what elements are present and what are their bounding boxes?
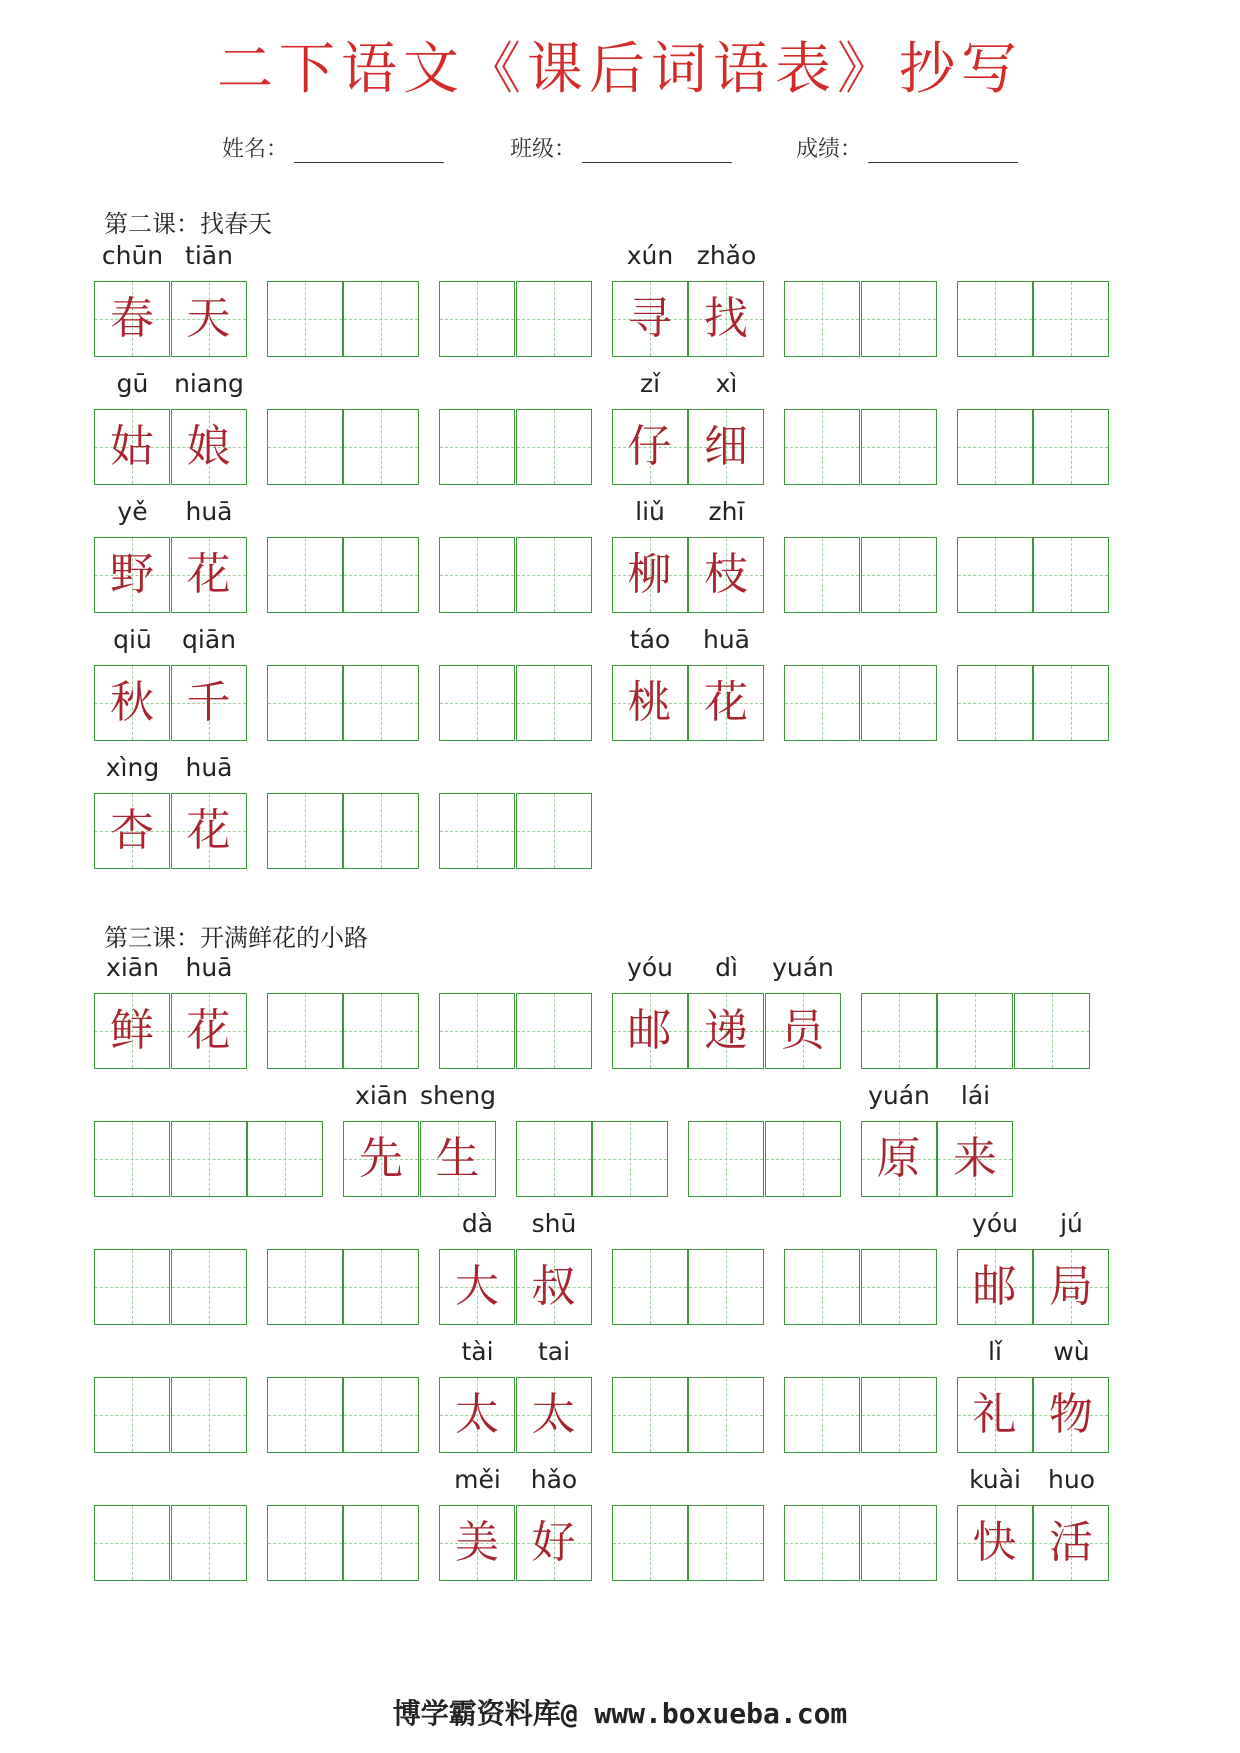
- hanzi-char: 太: [455, 1389, 499, 1440]
- guide-line: [613, 1543, 687, 1544]
- hanzi-char: 花: [186, 805, 231, 856]
- hanzi-char: 姑: [110, 421, 154, 472]
- practice-box[interactable]: [439, 665, 515, 741]
- practice-box[interactable]: [688, 1121, 764, 1197]
- model-char-box: [688, 665, 764, 741]
- guide-line: [517, 575, 591, 576]
- model-char-box: [688, 281, 764, 357]
- lesson-heading: 第二课：找春天: [104, 210, 272, 238]
- guide-line: [785, 575, 859, 576]
- practice-box[interactable]: [439, 281, 515, 357]
- model-char-box: [957, 1377, 1033, 1453]
- guide-line: [440, 575, 514, 576]
- model-char-box: [94, 665, 170, 741]
- practice-box[interactable]: [784, 281, 860, 357]
- pinyin-label: xiān: [355, 1081, 408, 1110]
- guide-line: [344, 1415, 418, 1416]
- practice-box[interactable]: [267, 409, 343, 485]
- guide-line: [1034, 703, 1108, 704]
- lesson-heading: 第三课：开满鲜花的小路: [104, 924, 368, 952]
- practice-box[interactable]: [784, 1505, 860, 1581]
- pinyin-label: dà: [461, 1209, 494, 1238]
- pinyin-label: lái: [960, 1081, 991, 1110]
- practice-box[interactable]: [688, 1249, 764, 1325]
- practice-box[interactable]: [516, 537, 592, 613]
- hanzi-char: 美: [455, 1517, 499, 1568]
- pinyin-label: chūn: [101, 241, 164, 270]
- guide-line: [958, 575, 1032, 576]
- score-field: [796, 132, 1018, 163]
- guide-line: [344, 447, 418, 448]
- hanzi-char: 来: [953, 1133, 997, 1184]
- practice-box[interactable]: [861, 537, 937, 613]
- pinyin-label: huā: [185, 953, 233, 982]
- guide-line: [440, 703, 514, 704]
- guide-line: [689, 1543, 763, 1544]
- practice-box[interactable]: [343, 665, 419, 741]
- model-char-box: [171, 793, 247, 869]
- guide-line: [268, 575, 342, 576]
- hanzi-char: 叔: [531, 1261, 576, 1312]
- model-char-box: [612, 409, 688, 485]
- hanzi-char: 花: [704, 677, 748, 728]
- pinyin-label: tai: [537, 1337, 571, 1366]
- model-char-box: [957, 1505, 1033, 1581]
- practice-box[interactable]: [861, 1505, 937, 1581]
- guide-line: [344, 319, 418, 320]
- practice-box[interactable]: [612, 1249, 688, 1325]
- pinyin-label: zhǎo: [696, 241, 757, 270]
- hanzi-char: 柳: [627, 549, 672, 600]
- practice-box[interactable]: [171, 1505, 247, 1581]
- footer-watermark: 博学霸资料库@ www.boxueba.com: [392, 1697, 848, 1730]
- practice-box[interactable]: [343, 1377, 419, 1453]
- model-char-box: [94, 409, 170, 485]
- pinyin-label: huā: [185, 753, 233, 782]
- practice-box[interactable]: [784, 409, 860, 485]
- practice-box[interactable]: [1033, 409, 1109, 485]
- guide-line: [938, 1031, 1012, 1032]
- model-char-box: [612, 665, 688, 741]
- model-char-box: [439, 1249, 515, 1325]
- practice-box[interactable]: [267, 281, 343, 357]
- pinyin-label: yóu: [972, 1209, 1018, 1238]
- name-label: 姓名：: [222, 137, 289, 162]
- hanzi-char: 物: [1049, 1389, 1093, 1440]
- pinyin-label: huo: [1048, 1465, 1095, 1494]
- practice-box[interactable]: [516, 793, 592, 869]
- guide-line: [785, 703, 859, 704]
- hanzi-char: 春: [110, 293, 154, 344]
- guide-line: [268, 1415, 342, 1416]
- pinyin-label: huā: [185, 497, 233, 526]
- model-char-box: [861, 1121, 937, 1197]
- guide-line: [1015, 1031, 1089, 1032]
- model-char-box: [420, 1121, 496, 1197]
- practice-box[interactable]: [343, 281, 419, 357]
- pinyin-label: yóu: [627, 953, 673, 982]
- guide-line: [593, 1159, 667, 1160]
- hanzi-char: 桃: [627, 677, 672, 728]
- guide-line: [785, 1415, 859, 1416]
- hanzi-char: 花: [186, 1005, 231, 1056]
- guide-line: [517, 1031, 591, 1032]
- guide-line: [95, 1543, 169, 1544]
- model-char-box: [765, 993, 841, 1069]
- guide-line: [517, 1159, 591, 1160]
- pinyin-label: táo: [629, 625, 671, 654]
- guide-line: [766, 1159, 840, 1160]
- hanzi-char: 员: [780, 1005, 825, 1056]
- model-char-box: [937, 1121, 1013, 1197]
- practice-box[interactable]: [439, 537, 515, 613]
- practice-box[interactable]: [861, 1377, 937, 1453]
- guide-line: [268, 447, 342, 448]
- pinyin-label: lǐ: [988, 1337, 1002, 1366]
- guide-line: [862, 1543, 936, 1544]
- pinyin-label: tài: [461, 1337, 494, 1366]
- guide-line: [268, 1031, 342, 1032]
- model-char-box: [94, 537, 170, 613]
- practice-box[interactable]: [957, 665, 1033, 741]
- guide-line: [268, 319, 342, 320]
- model-char-box: [516, 1377, 592, 1453]
- guide-line: [958, 447, 1032, 448]
- pinyin-label: yuán: [772, 953, 834, 982]
- practice-box[interactable]: [267, 1249, 343, 1325]
- practice-box[interactable]: [343, 1249, 419, 1325]
- guide-line: [862, 447, 936, 448]
- guide-line: [862, 319, 936, 320]
- guide-line: [268, 1287, 342, 1288]
- pinyin-label: gū: [116, 369, 149, 398]
- pinyin-label: niang: [174, 369, 244, 398]
- guide-line: [517, 447, 591, 448]
- practice-box[interactable]: [439, 793, 515, 869]
- practice-box[interactable]: [784, 1249, 860, 1325]
- guide-line: [862, 575, 936, 576]
- hanzi-char: 枝: [704, 549, 748, 600]
- practice-box[interactable]: [861, 665, 937, 741]
- name-blank-line[interactable]: [294, 140, 444, 163]
- class-label: 班级：: [510, 137, 577, 162]
- guide-line: [1034, 319, 1108, 320]
- practice-box[interactable]: [957, 409, 1033, 485]
- practice-box[interactable]: [343, 1505, 419, 1581]
- pinyin-label: hǎo: [530, 1465, 578, 1494]
- practice-box[interactable]: [343, 409, 419, 485]
- guide-line: [862, 1031, 936, 1032]
- hanzi-char: 野: [110, 549, 154, 600]
- guide-line: [344, 1031, 418, 1032]
- practice-box[interactable]: [439, 993, 515, 1069]
- guide-line: [785, 319, 859, 320]
- pinyin-label: liǔ: [635, 497, 665, 526]
- hanzi-char: 递: [704, 1005, 748, 1056]
- hanzi-char: 好: [531, 1517, 576, 1568]
- practice-box[interactable]: [688, 1505, 764, 1581]
- practice-box[interactable]: [247, 1121, 323, 1197]
- model-char-box: [171, 665, 247, 741]
- practice-box[interactable]: [267, 993, 343, 1069]
- practice-box[interactable]: [1033, 665, 1109, 741]
- practice-box[interactable]: [267, 1377, 343, 1453]
- practice-box[interactable]: [937, 993, 1013, 1069]
- practice-box[interactable]: [267, 1505, 343, 1581]
- model-char-box: [94, 993, 170, 1069]
- practice-box[interactable]: [957, 537, 1033, 613]
- score-label: 成绩：: [796, 137, 863, 162]
- practice-box[interactable]: [612, 1377, 688, 1453]
- pinyin-label: xún: [626, 241, 674, 270]
- model-char-box: [688, 993, 764, 1069]
- guide-line: [440, 447, 514, 448]
- practice-box[interactable]: [516, 1121, 592, 1197]
- guide-line: [344, 703, 418, 704]
- class-blank-line[interactable]: [582, 140, 732, 163]
- hanzi-char: 寻: [627, 293, 672, 344]
- pinyin-label: wù: [1053, 1337, 1090, 1366]
- hanzi-char: 花: [186, 549, 231, 600]
- practice-box[interactable]: [343, 993, 419, 1069]
- pinyin-label: sheng: [420, 1081, 496, 1110]
- guide-line: [344, 1287, 418, 1288]
- practice-box[interactable]: [94, 1121, 170, 1197]
- guide-line: [517, 319, 591, 320]
- guide-line: [689, 1159, 763, 1160]
- model-char-box: [94, 281, 170, 357]
- hanzi-char: 秋: [110, 677, 154, 728]
- guide-line: [172, 1159, 246, 1160]
- practice-box[interactable]: [957, 281, 1033, 357]
- hanzi-char: 太: [531, 1389, 576, 1440]
- hanzi-char: 礼: [972, 1389, 1017, 1440]
- guide-line: [785, 1543, 859, 1544]
- practice-box[interactable]: [171, 1249, 247, 1325]
- practice-box[interactable]: [861, 281, 937, 357]
- guide-line: [248, 1159, 322, 1160]
- practice-box[interactable]: [439, 409, 515, 485]
- guide-line: [344, 1543, 418, 1544]
- guide-line: [517, 831, 591, 832]
- practice-box[interactable]: [516, 993, 592, 1069]
- hanzi-char: 生: [435, 1133, 480, 1184]
- pinyin-label: kuài: [969, 1465, 1021, 1494]
- model-char-box: [516, 1505, 592, 1581]
- practice-box[interactable]: [765, 1121, 841, 1197]
- score-blank-line[interactable]: [868, 140, 1018, 163]
- practice-box[interactable]: [343, 537, 419, 613]
- guide-line: [1034, 447, 1108, 448]
- hanzi-char: 局: [1049, 1261, 1093, 1312]
- guide-line: [862, 1287, 936, 1288]
- pinyin-label: xiān: [106, 953, 159, 982]
- guide-line: [958, 703, 1032, 704]
- hanzi-char: 先: [359, 1133, 403, 1184]
- practice-box[interactable]: [592, 1121, 668, 1197]
- guide-line: [95, 1287, 169, 1288]
- guide-line: [785, 1287, 859, 1288]
- hanzi-char: 娘: [186, 421, 231, 472]
- pinyin-label: xì: [715, 369, 738, 398]
- guide-line: [440, 1031, 514, 1032]
- guide-line: [689, 1415, 763, 1416]
- guide-line: [344, 831, 418, 832]
- hanzi-char: 邮: [972, 1261, 1017, 1312]
- model-char-box: [516, 1249, 592, 1325]
- hanzi-char: 原: [876, 1133, 921, 1184]
- pinyin-label: huā: [702, 625, 750, 654]
- hanzi-char: 细: [704, 421, 748, 472]
- model-char-box: [688, 537, 764, 613]
- hanzi-char: 千: [186, 677, 231, 728]
- pinyin-label: dì: [715, 953, 738, 982]
- hanzi-char: 找: [704, 293, 748, 344]
- model-char-box: [688, 409, 764, 485]
- practice-box[interactable]: [784, 537, 860, 613]
- hanzi-char: 天: [186, 293, 231, 344]
- guide-line: [613, 1415, 687, 1416]
- guide-line: [862, 1415, 936, 1416]
- practice-box[interactable]: [1033, 537, 1109, 613]
- hanzi-char: 仔: [627, 421, 672, 472]
- guide-line: [613, 1287, 687, 1288]
- model-char-box: [171, 993, 247, 1069]
- guide-line: [172, 1287, 246, 1288]
- pinyin-label: měi: [454, 1465, 501, 1494]
- hanzi-char: 邮: [627, 1005, 672, 1056]
- guide-line: [172, 1415, 246, 1416]
- practice-box[interactable]: [861, 1249, 937, 1325]
- hanzi-char: 鲜: [110, 1005, 154, 1056]
- guide-line: [689, 1287, 763, 1288]
- practice-box[interactable]: [861, 409, 937, 485]
- model-char-box: [171, 537, 247, 613]
- guide-line: [268, 703, 342, 704]
- practice-box[interactable]: [1014, 993, 1090, 1069]
- practice-box[interactable]: [267, 665, 343, 741]
- pinyin-label: qiān: [182, 625, 236, 654]
- guide-line: [958, 319, 1032, 320]
- guide-line: [172, 1543, 246, 1544]
- practice-box[interactable]: [516, 665, 592, 741]
- model-char-box: [612, 537, 688, 613]
- practice-box[interactable]: [94, 1249, 170, 1325]
- model-char-box: [1033, 1249, 1109, 1325]
- class-field: [510, 132, 732, 163]
- guide-line: [95, 1159, 169, 1160]
- practice-box[interactable]: [612, 1505, 688, 1581]
- guide-line: [517, 703, 591, 704]
- guide-line: [1034, 575, 1108, 576]
- guide-line: [440, 319, 514, 320]
- pinyin-label: qiū: [113, 625, 152, 654]
- guide-line: [785, 447, 859, 448]
- guide-line: [95, 1415, 169, 1416]
- model-char-box: [94, 793, 170, 869]
- model-char-box: [957, 1249, 1033, 1325]
- practice-box[interactable]: [171, 1377, 247, 1453]
- pinyin-label: shū: [531, 1209, 577, 1238]
- name-field: [222, 132, 444, 163]
- pinyin-label: tiān: [185, 241, 233, 270]
- hanzi-char: 大: [455, 1261, 499, 1312]
- practice-box[interactable]: [861, 993, 937, 1069]
- practice-box[interactable]: [516, 409, 592, 485]
- model-char-box: [171, 281, 247, 357]
- model-char-box: [439, 1377, 515, 1453]
- model-char-box: [612, 993, 688, 1069]
- practice-box[interactable]: [267, 537, 343, 613]
- pinyin-label: zhī: [708, 497, 745, 526]
- guide-line: [440, 831, 514, 832]
- practice-box[interactable]: [688, 1377, 764, 1453]
- pinyin-label: yuán: [868, 1081, 930, 1110]
- pinyin-label: jú: [1060, 1209, 1083, 1238]
- practice-box[interactable]: [784, 1377, 860, 1453]
- guide-line: [268, 1543, 342, 1544]
- guide-line: [862, 703, 936, 704]
- pinyin-label: xìng: [105, 753, 160, 782]
- practice-box[interactable]: [267, 793, 343, 869]
- hanzi-char: 快: [972, 1517, 1017, 1568]
- model-char-box: [171, 409, 247, 485]
- page-title: 二下语文《课后词语表》抄写: [217, 37, 1023, 102]
- guide-line: [344, 575, 418, 576]
- practice-box[interactable]: [94, 1505, 170, 1581]
- model-char-box: [1033, 1505, 1109, 1581]
- model-char-box: [1033, 1377, 1109, 1453]
- practice-box[interactable]: [94, 1377, 170, 1453]
- model-char-box: [612, 281, 688, 357]
- model-char-box: [343, 1121, 419, 1197]
- guide-line: [268, 831, 342, 832]
- practice-box[interactable]: [171, 1121, 247, 1197]
- practice-box[interactable]: [343, 793, 419, 869]
- practice-box[interactable]: [1033, 281, 1109, 357]
- model-char-box: [439, 1505, 515, 1581]
- pinyin-label: yě: [117, 497, 148, 526]
- hanzi-char: 活: [1049, 1517, 1093, 1568]
- hanzi-char: 杏: [110, 805, 154, 856]
- pinyin-label: zǐ: [639, 369, 661, 398]
- practice-box[interactable]: [784, 665, 860, 741]
- practice-box[interactable]: [516, 281, 592, 357]
